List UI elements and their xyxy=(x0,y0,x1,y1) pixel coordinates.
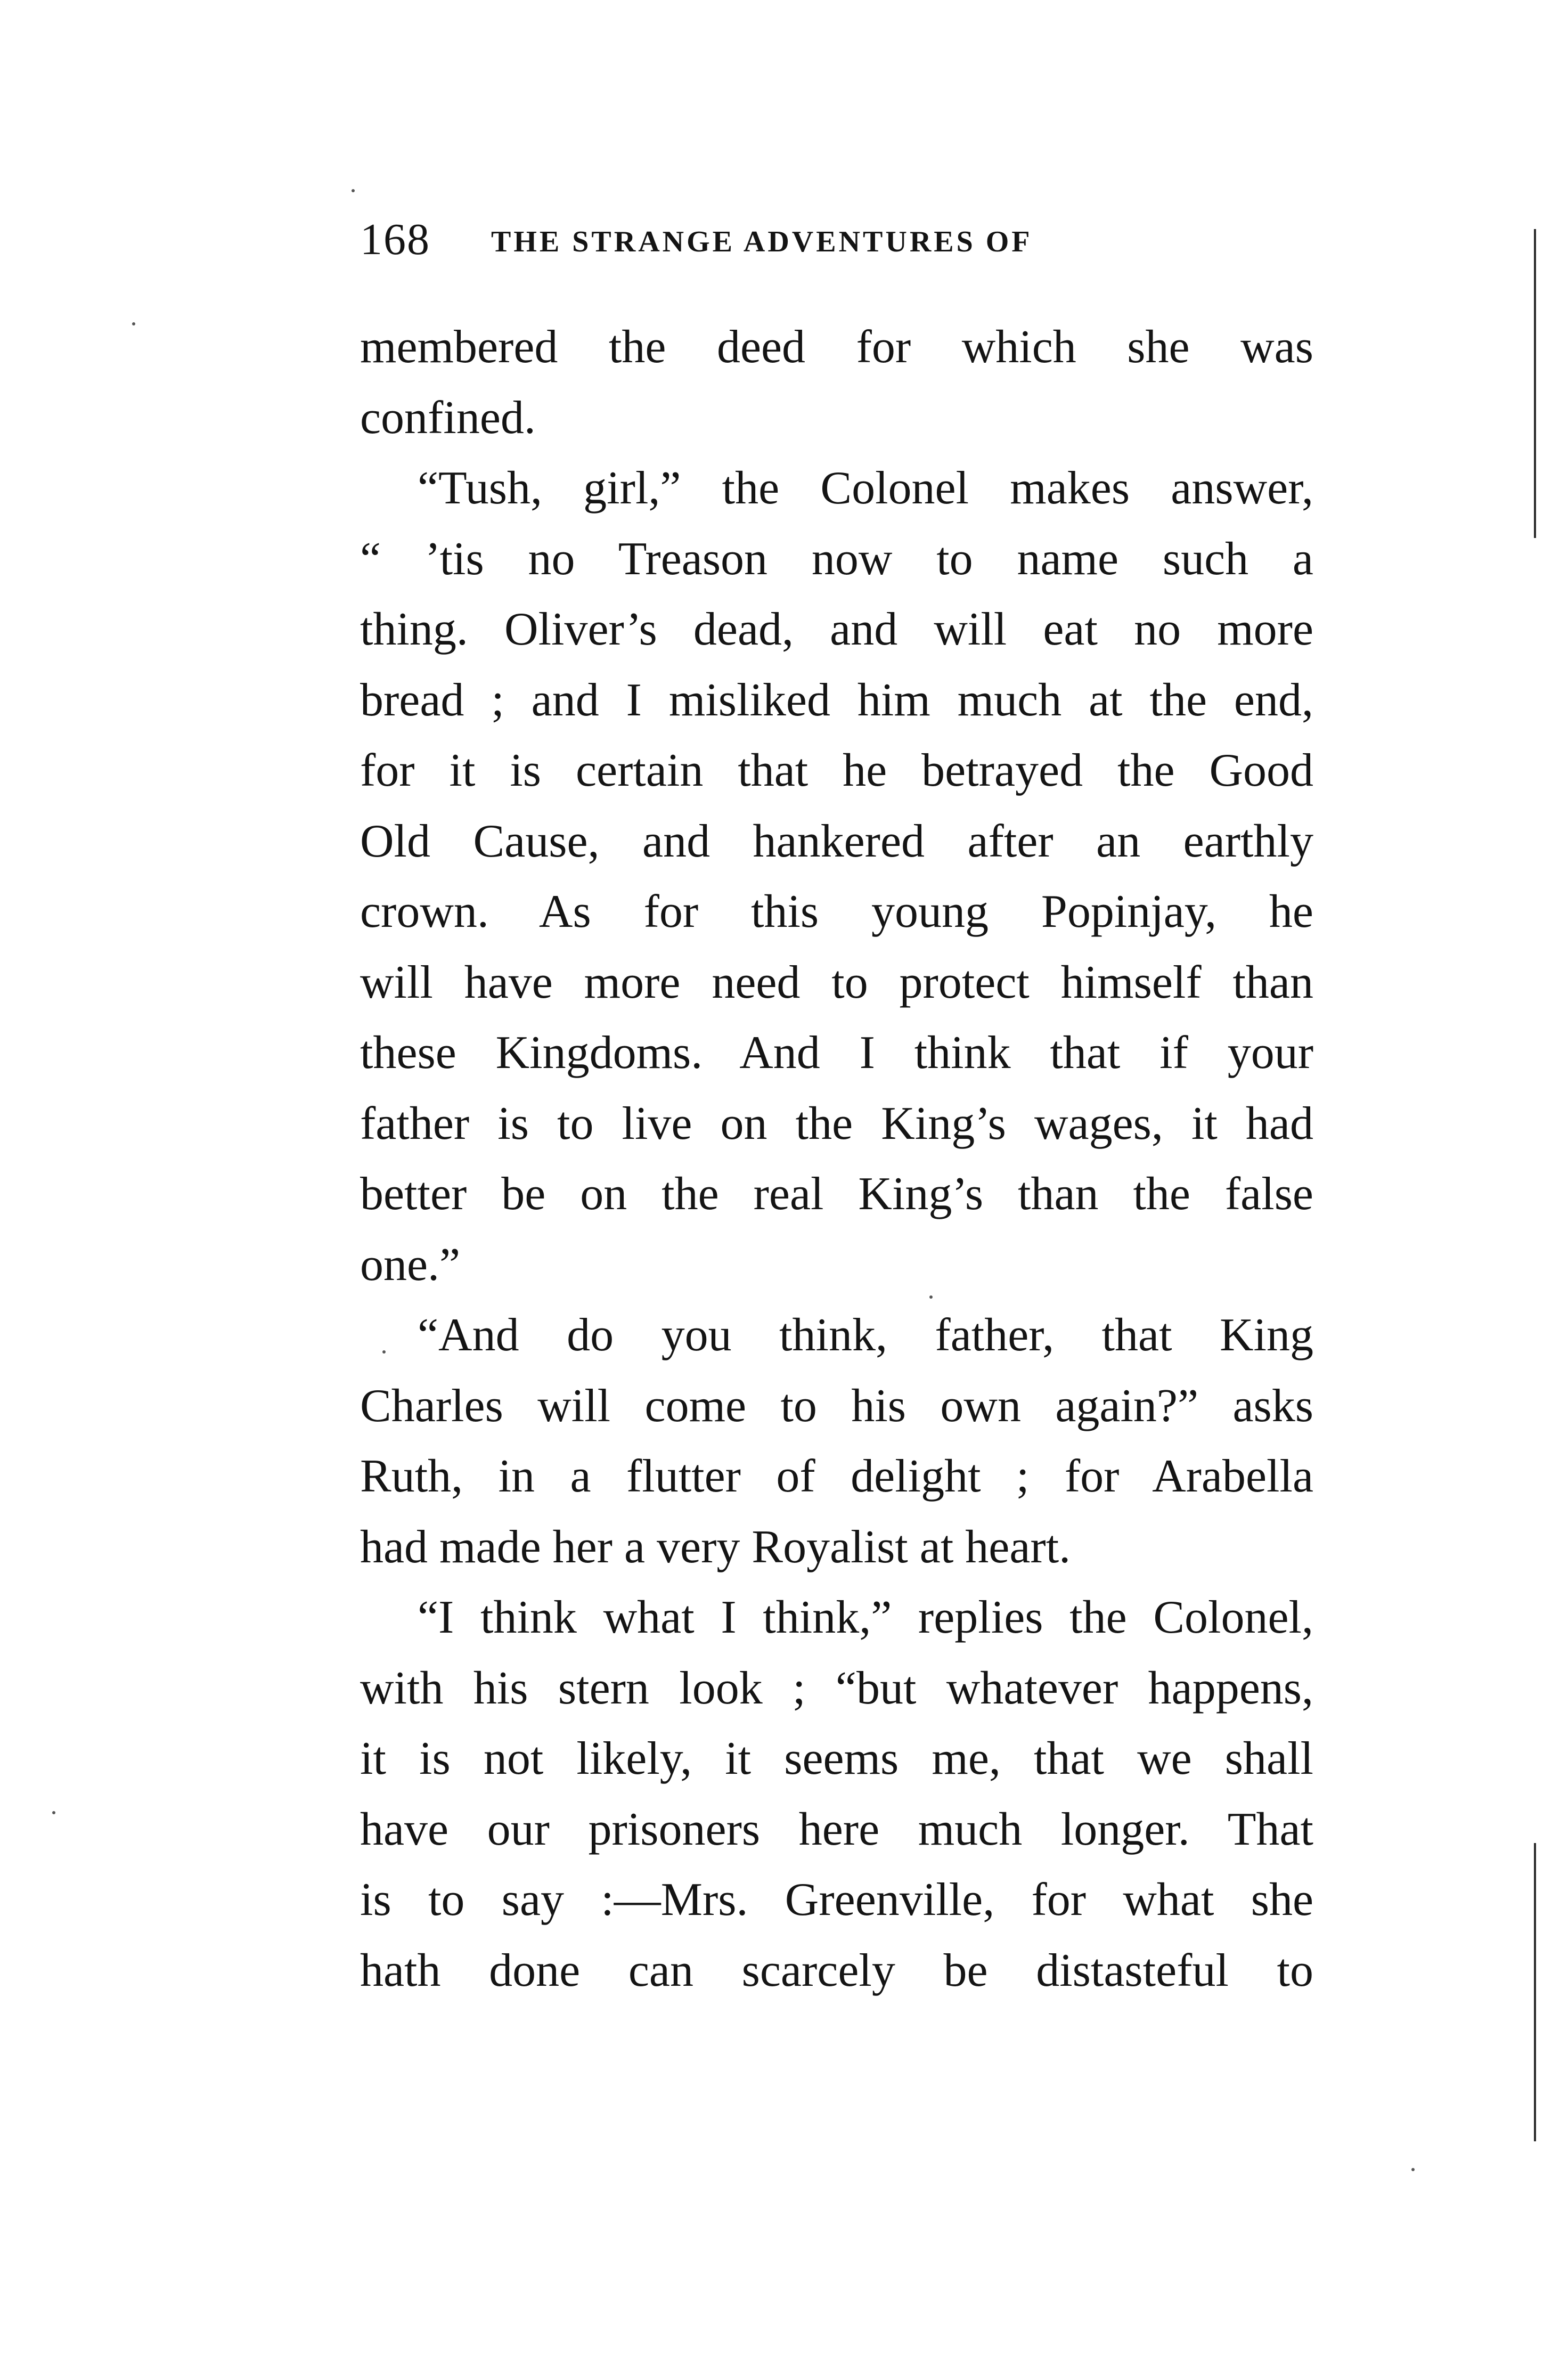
text-line: thing. Oliver’s dead, and will eat no more xyxy=(360,604,1313,655)
text-line: Old Cause, and hankered after an earthly xyxy=(360,815,1313,867)
page-header xyxy=(360,210,1319,274)
text-line: membered the deed for which she was xyxy=(360,321,1313,373)
text-line: father is to live on the King’s wages, it had xyxy=(360,1097,1313,1150)
running-title: THE STRANGE ADVENTURES OF xyxy=(491,225,1033,258)
text-line: have our prisoners here much longer. That xyxy=(360,1803,1313,1855)
scan-speck xyxy=(382,1350,386,1354)
text-line: hath done can scarcely be distasteful to xyxy=(360,1944,1313,1996)
text-line: with his stern look ; “but whatever happens, xyxy=(360,1662,1313,1714)
text-line: one.” xyxy=(360,1238,461,1291)
text-line: “Tush, girl,” the Colonel makes answer, xyxy=(418,462,1313,514)
scan-speck xyxy=(52,1811,55,1814)
scan-edge-mark xyxy=(1534,1843,1536,2141)
text-line: better be on the real King’s than the false xyxy=(360,1168,1313,1220)
text-line: bread ; and I misliked him much at the end, xyxy=(360,674,1313,726)
text-line: confined. xyxy=(360,392,536,444)
text-line: “And do you think, father, that King xyxy=(418,1309,1313,1361)
text-line: will have more need to protect himself than xyxy=(360,956,1313,1008)
text-line: crown. As for this young Popinjay, he xyxy=(360,886,1313,937)
scan-speck xyxy=(352,189,355,192)
body-text xyxy=(360,312,1313,2006)
text-line: these Kingdoms. And I think that if your xyxy=(360,1027,1313,1079)
scan-edge-mark xyxy=(1534,229,1536,538)
text-line: “ ’tis no Treason now to name such a xyxy=(360,533,1313,585)
scan-speck xyxy=(1411,2168,1415,2171)
text-line: is to say :—Mrs. Greenville, for what she xyxy=(360,1874,1313,1926)
page-number: 168 xyxy=(360,215,430,264)
scan-speck xyxy=(132,322,135,325)
scan-speck xyxy=(929,1295,933,1299)
text-line: “I think what I think,” replies the Colonel, xyxy=(418,1592,1313,1643)
text-line: had made her a very Royalist at heart. xyxy=(360,1521,1071,1573)
text-line: Ruth, in a flutter of delight ; for Arabella xyxy=(360,1450,1313,1502)
text-line: Charles will come to his own again?” asks xyxy=(360,1380,1313,1432)
text-line: it is not likely, it seems me, that we shall xyxy=(360,1733,1313,1784)
text-line: for it is certain that he betrayed the Good xyxy=(360,745,1313,796)
